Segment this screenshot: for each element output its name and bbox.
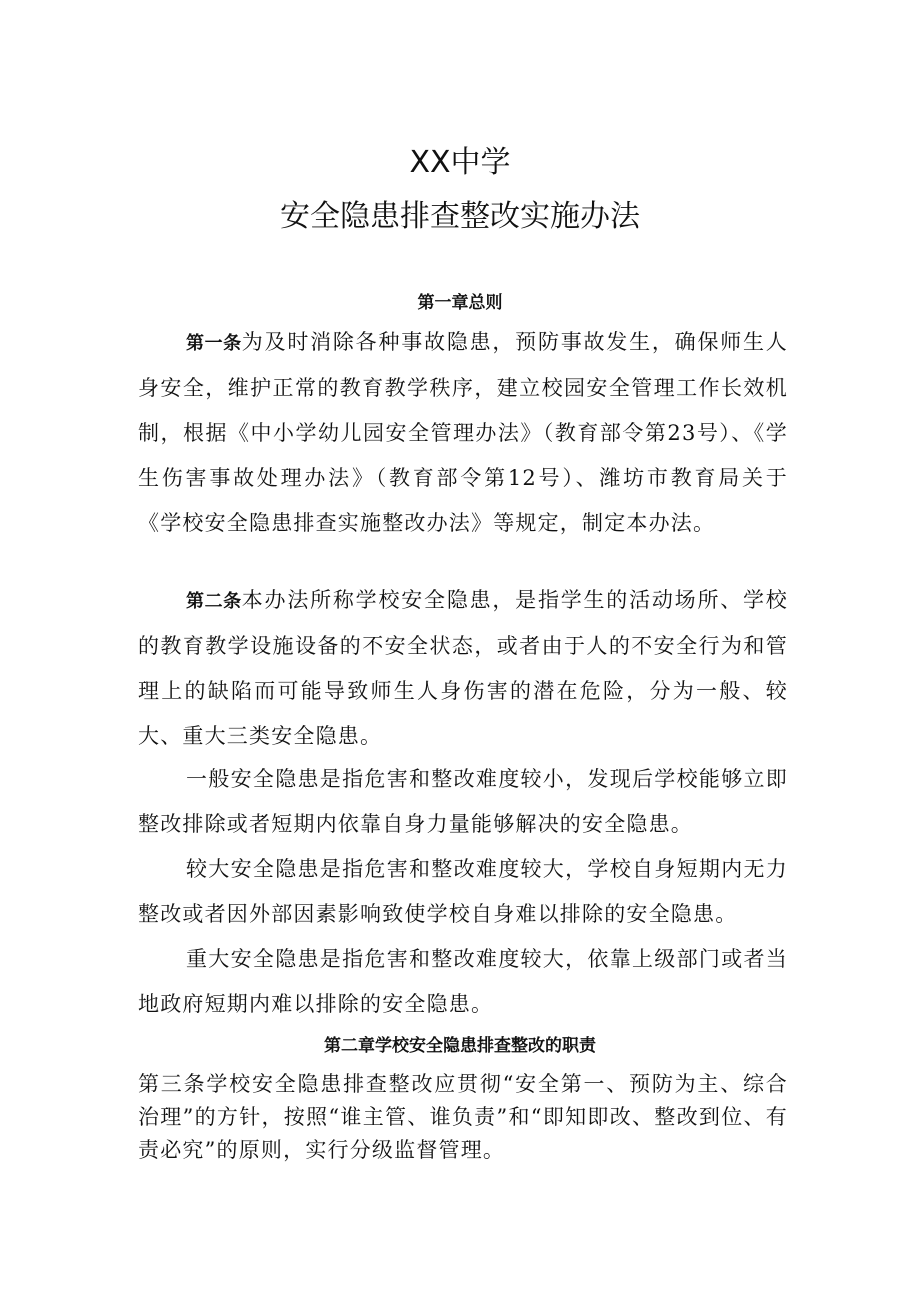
general-hazard-paragraph: 一般安全隐患是指危害和整改难度较小，发现后学校能够立即整改排除或者短期内依靠自身力量能够解决的安全隐患。 xyxy=(138,767,788,836)
document-title-school: XX中学 xyxy=(409,145,511,180)
article-1-text: 为及时消除各种事故隐患，预防事故发生，确保师生人身安全，维护正常的教育教学秩序，建立校园安全管理工作长效机制，根据《中小学幼儿园安全管理办法》（教育部令第23号）、《学生伤害事故处理办法》（教育部令第12号）、潍坊市教育局关于《学校安全隐患排查实施整改办法》等规定，制定本办法。 xyxy=(138,330,788,535)
article-1-label: 第一条 xyxy=(186,333,242,354)
article-1-paragraph xyxy=(138,320,788,546)
article-2-label: 第二条 xyxy=(186,591,242,612)
chapter-1-heading: 第一章总则 xyxy=(417,293,503,313)
article-2-text: 本办法所称学校安全隐患，是指学生的活动场所、学校的教育教学设施设备的不安全状态，或者由于人的不安全行为和管理上的缺陷而可能导致师生人身伤害的潜在危险，分为一般、较大、重大三类安全隐患。 xyxy=(138,588,788,748)
chapter-2-heading: 第二章学校安全隐患排查整改的职责 xyxy=(324,1036,596,1056)
article-3-paragraph: 第三条学校安全隐患排查整改应贯彻“安全第一、预防为主、综合治理”的方针，按照“谁主管、谁负责”和“即知即改、整改到位、有责必究”的原则，实行分级监督管理。 xyxy=(138,1072,788,1162)
article-2-paragraph xyxy=(138,578,788,759)
document-title-main: 安全隐患排查整改实施办法 xyxy=(280,199,640,234)
severe-hazard-paragraph: 重大安全隐患是指危害和整改难度较大，依靠上级部门或者当地政府短期内难以排除的安全隐患。 xyxy=(138,947,788,1016)
major-hazard-paragraph: 较大安全隐患是指危害和整改难度较大，学校自身短期内无力整改或者因外部因素影响致使学校自身难以排除的安全隐患。 xyxy=(138,857,788,926)
